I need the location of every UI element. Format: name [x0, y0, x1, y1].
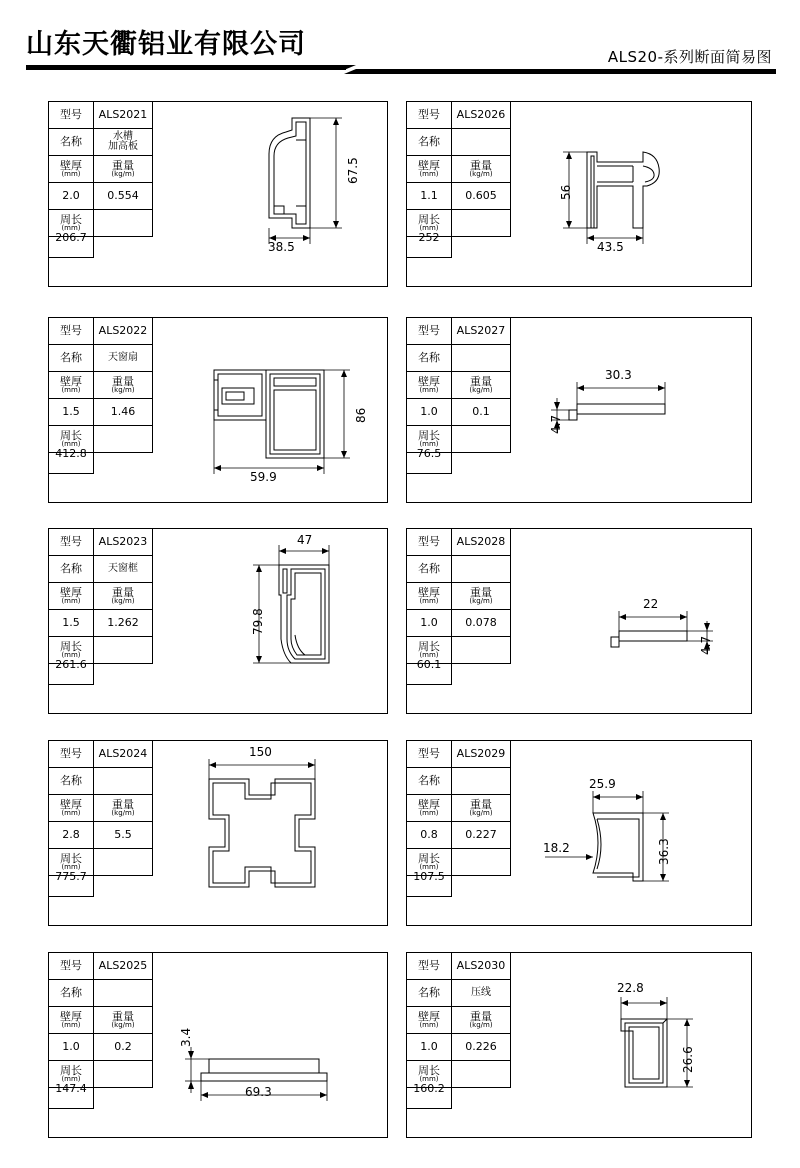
label-name: 名称 — [407, 345, 452, 372]
value-thickness: 2.8 — [49, 822, 94, 849]
perimeter-spacer — [94, 1061, 153, 1088]
label-wall-thickness-text: 壁厚 — [418, 1009, 440, 1023]
label-wall-thickness-text: 壁厚 — [418, 158, 440, 172]
value-perimeter: 412.8 — [48, 447, 94, 474]
value-model: ALS2024 — [94, 741, 153, 768]
profile-drawing-als2029 — [537, 769, 727, 899]
label-weight-unit: (kg/m) — [111, 1021, 135, 1030]
label-wall-thickness-unit: (mm) — [61, 1021, 81, 1030]
label-perimeter-text: 周长 — [418, 212, 440, 226]
label-name: 名称 — [407, 556, 452, 583]
dim-height-als2027: 4.7 — [549, 414, 563, 434]
spec-table — [48, 952, 153, 1088]
label-perimeter-unit: (mm) — [61, 1075, 81, 1084]
value-thickness: 1.5 — [49, 610, 94, 637]
label-perimeter-unit: (mm) — [61, 224, 81, 233]
value-name: 天窗框 — [94, 556, 153, 583]
profile-cell-als2026 — [406, 101, 752, 287]
label-weight — [94, 1007, 153, 1034]
value-perimeter: 261.6 — [48, 658, 94, 685]
table-row — [407, 583, 511, 610]
label-perimeter-text: 周长 — [60, 428, 82, 442]
perimeter-spacer — [452, 1061, 511, 1088]
profile-drawing-als2022 — [204, 328, 384, 484]
label-wall-thickness-unit: (mm) — [419, 386, 439, 395]
label-perimeter-text: 周长 — [60, 1063, 82, 1077]
profile-cell-als2022 — [48, 317, 388, 503]
label-weight-text: 重量 — [112, 374, 134, 388]
table-row — [407, 822, 511, 849]
label-wall-thickness — [407, 372, 452, 399]
dim-height-als2026: 56 — [559, 184, 573, 200]
label-wall-thickness — [49, 372, 94, 399]
value-thickness: 1.0 — [49, 1034, 94, 1061]
dim-width-als2026: 43.5 — [597, 240, 624, 254]
spec-table — [406, 528, 511, 664]
label-wall-thickness-text: 壁厚 — [418, 374, 440, 388]
dim-height-als2030: 26.6 — [681, 1046, 695, 1073]
table-row — [407, 556, 511, 583]
label-name: 名称 — [407, 129, 452, 156]
label-model: 型号 — [49, 318, 94, 345]
value-perimeter: 252 — [406, 231, 452, 258]
table-row — [407, 372, 511, 399]
label-model: 型号 — [407, 529, 452, 556]
dim-width-als2024: 150 — [249, 745, 272, 759]
profile-cell-als2028 — [406, 528, 752, 714]
table-row — [407, 610, 511, 637]
dim-height-als2021: 67.5 — [346, 157, 360, 184]
label-wall-thickness-unit: (mm) — [61, 170, 81, 179]
value-perimeter: 147.4 — [48, 1082, 94, 1109]
label-weight — [94, 583, 153, 610]
label-weight-text: 重量 — [470, 1009, 492, 1023]
label-wall-thickness — [49, 1007, 94, 1034]
value-weight: 1.46 — [94, 399, 153, 426]
value-model: ALS2026 — [452, 102, 511, 129]
label-weight-text: 重量 — [112, 1009, 134, 1023]
perimeter-spacer — [452, 849, 511, 876]
dim-width-als2030: 22.8 — [617, 981, 644, 995]
label-weight-unit: (kg/m) — [469, 1021, 493, 1030]
label-wall-thickness-unit: (mm) — [419, 1021, 439, 1030]
table-row — [49, 980, 153, 1007]
label-wall-thickness-text: 壁厚 — [60, 585, 82, 599]
profile-cell-als2023 — [48, 528, 388, 714]
perimeter-spacer — [452, 637, 511, 664]
label-wall-thickness-unit: (mm) — [61, 386, 81, 395]
label-perimeter-unit: (mm) — [419, 651, 439, 660]
profile-drawing-als2024 — [189, 745, 379, 921]
label-perimeter-text: 周长 — [60, 212, 82, 226]
value-weight: 0.1 — [452, 399, 511, 426]
spec-table — [406, 317, 511, 453]
label-weight-unit: (kg/m) — [469, 170, 493, 179]
value-weight: 1.262 — [94, 610, 153, 637]
perimeter-spacer — [452, 426, 511, 453]
value-model: ALS2023 — [94, 529, 153, 556]
spec-table — [48, 528, 153, 664]
value-perimeter: 775.7 — [48, 870, 94, 897]
label-perimeter-unit: (mm) — [419, 1075, 439, 1084]
table-row — [49, 129, 153, 156]
label-wall-thickness-text: 壁厚 — [418, 585, 440, 599]
value-weight: 5.5 — [94, 822, 153, 849]
table-row — [49, 953, 153, 980]
label-weight-text: 重量 — [112, 585, 134, 599]
dim-width-als2027: 30.3 — [605, 368, 632, 382]
label-model: 型号 — [407, 318, 452, 345]
profile-drawing-als2026 — [547, 124, 727, 254]
label-wall-thickness — [407, 583, 452, 610]
label-weight — [452, 156, 511, 183]
label-weight — [94, 372, 153, 399]
value-thickness: 0.8 — [407, 822, 452, 849]
table-row — [49, 556, 153, 583]
dim-width-als2028: 22 — [643, 597, 659, 611]
label-perimeter-unit: (mm) — [419, 863, 439, 872]
value-weight: 0.2 — [94, 1034, 153, 1061]
label-name: 名称 — [49, 129, 94, 156]
label-wall-thickness-unit: (mm) — [419, 170, 439, 179]
profile-drawing-als2023 — [209, 535, 389, 695]
value-name-line1: 水槽 — [113, 130, 133, 142]
label-model: 型号 — [49, 953, 94, 980]
label-perimeter-unit: (mm) — [61, 440, 81, 449]
table-row — [49, 102, 153, 129]
table-row — [49, 399, 153, 426]
label-perimeter-unit: (mm) — [61, 651, 81, 660]
value-name — [452, 345, 511, 372]
dim-height-als2028: 4.7 — [699, 635, 713, 655]
spec-table — [406, 101, 511, 237]
label-weight-unit: (kg/m) — [111, 170, 135, 179]
label-wall-thickness-unit: (mm) — [419, 809, 439, 818]
spec-table — [406, 952, 511, 1088]
label-model: 型号 — [407, 741, 452, 768]
value-perimeter: 76.5 — [406, 447, 452, 474]
table-row — [49, 768, 153, 795]
label-name: 名称 — [49, 768, 94, 795]
value-name — [94, 129, 153, 156]
table-row — [407, 399, 511, 426]
spec-table — [48, 101, 153, 237]
label-wall-thickness — [407, 156, 452, 183]
label-wall-thickness-text: 壁厚 — [418, 797, 440, 811]
dim-height-als2025: 3.4 — [179, 1027, 193, 1047]
value-name: 天窗扇 — [94, 345, 153, 372]
dim-width-als2029: 25.9 — [589, 777, 616, 791]
label-wall-thickness-unit: (mm) — [419, 597, 439, 606]
table-row — [49, 345, 153, 372]
table-row — [49, 741, 153, 768]
table-row — [407, 768, 511, 795]
label-wall-thickness-unit: (mm) — [61, 597, 81, 606]
label-model: 型号 — [49, 741, 94, 768]
dim-width-als2021: 38.5 — [268, 240, 295, 254]
dim-width-als2023: 47 — [297, 533, 313, 547]
label-weight-text: 重量 — [470, 158, 492, 172]
label-perimeter-text: 周长 — [418, 639, 440, 653]
dim-extra-als2029: 18.2 — [543, 841, 570, 855]
table-row — [407, 953, 511, 980]
spec-table — [406, 740, 511, 876]
profile-cell-als2025 — [48, 952, 388, 1138]
spec-table — [48, 317, 153, 453]
label-wall-thickness — [49, 156, 94, 183]
value-thickness: 1.5 — [49, 399, 94, 426]
table-row — [49, 610, 153, 637]
profile-drawing-als2027 — [547, 368, 737, 458]
value-model: ALS2021 — [94, 102, 153, 129]
series-title: ALS20-系列断面简易图 — [607, 48, 772, 66]
label-weight — [94, 795, 153, 822]
label-perimeter-unit: (mm) — [61, 863, 81, 872]
label-weight — [452, 795, 511, 822]
label-weight-text: 重量 — [470, 374, 492, 388]
perimeter-spacer — [94, 849, 153, 876]
profile-cell-als2029 — [406, 740, 752, 926]
perimeter-spacer — [94, 637, 153, 664]
value-perimeter: 160.2 — [406, 1082, 452, 1109]
value-model: ALS2030 — [452, 953, 511, 980]
label-perimeter-text: 周长 — [418, 1063, 440, 1077]
dim-height-als2029: 36.3 — [657, 838, 671, 865]
label-wall-thickness — [407, 1007, 452, 1034]
table-row — [407, 980, 511, 1007]
label-weight-text: 重量 — [112, 797, 134, 811]
table-row — [407, 1034, 511, 1061]
table-row — [49, 318, 153, 345]
value-thickness: 2.0 — [49, 183, 94, 210]
profile-cell-als2024 — [48, 740, 388, 926]
table-row — [49, 372, 153, 399]
value-thickness: 1.0 — [407, 610, 452, 637]
value-weight: 0.226 — [452, 1034, 511, 1061]
table-row — [407, 529, 511, 556]
value-weight: 0.227 — [452, 822, 511, 849]
value-model: ALS2029 — [452, 741, 511, 768]
perimeter-spacer — [452, 210, 511, 237]
value-name — [452, 129, 511, 156]
label-perimeter-text: 周长 — [418, 851, 440, 865]
label-wall-thickness — [49, 795, 94, 822]
table-row — [49, 529, 153, 556]
value-weight: 0.554 — [94, 183, 153, 210]
value-thickness: 1.0 — [407, 399, 452, 426]
label-perimeter-unit: (mm) — [419, 440, 439, 449]
value-name — [94, 768, 153, 795]
label-name: 名称 — [407, 980, 452, 1007]
profile-cell-als2021 — [48, 101, 388, 287]
value-thickness: 1.0 — [407, 1034, 452, 1061]
label-wall-thickness-text: 壁厚 — [60, 158, 82, 172]
label-weight-unit: (kg/m) — [111, 386, 135, 395]
value-name — [452, 556, 511, 583]
label-perimeter-text: 周长 — [60, 639, 82, 653]
label-perimeter-text: 周长 — [60, 851, 82, 865]
label-weight-unit: (kg/m) — [111, 809, 135, 818]
table-row — [49, 1007, 153, 1034]
profile-cell-als2030 — [406, 952, 752, 1138]
label-weight — [94, 156, 153, 183]
value-name — [94, 980, 153, 1007]
label-weight-unit: (kg/m) — [469, 809, 493, 818]
perimeter-spacer — [94, 426, 153, 453]
dim-width-als2025: 69.3 — [245, 1085, 272, 1099]
value-model: ALS2025 — [94, 953, 153, 980]
profile-drawing-als2021 — [214, 110, 384, 254]
table-row — [49, 156, 153, 183]
label-wall-thickness-text: 壁厚 — [60, 797, 82, 811]
label-weight — [452, 1007, 511, 1034]
label-perimeter-unit: (mm) — [419, 224, 439, 233]
value-perimeter: 107.5 — [406, 870, 452, 897]
table-row — [407, 345, 511, 372]
label-weight-unit: (kg/m) — [469, 597, 493, 606]
value-weight: 0.078 — [452, 610, 511, 637]
label-wall-thickness — [49, 583, 94, 610]
value-model: ALS2022 — [94, 318, 153, 345]
table-row — [49, 1034, 153, 1061]
value-name — [452, 768, 511, 795]
label-name: 名称 — [407, 768, 452, 795]
label-wall-thickness-text: 壁厚 — [60, 374, 82, 388]
table-row — [407, 795, 511, 822]
value-weight: 0.605 — [452, 183, 511, 210]
table-row — [407, 183, 511, 210]
label-wall-thickness-unit: (mm) — [61, 809, 81, 818]
table-row — [407, 102, 511, 129]
perimeter-spacer — [94, 210, 153, 237]
value-perimeter: 206.7 — [48, 231, 94, 258]
table-row — [49, 822, 153, 849]
profile-cell-als2027 — [406, 317, 752, 503]
value-name: 压线 — [452, 980, 511, 1007]
label-wall-thickness-text: 壁厚 — [60, 1009, 82, 1023]
table-row — [407, 156, 511, 183]
label-model: 型号 — [49, 102, 94, 129]
table-row — [49, 795, 153, 822]
value-thickness: 1.1 — [407, 183, 452, 210]
value-model: ALS2027 — [452, 318, 511, 345]
value-name-line2: 加高板 — [108, 141, 138, 152]
label-name: 名称 — [49, 980, 94, 1007]
label-weight-unit: (kg/m) — [111, 597, 135, 606]
label-name: 名称 — [49, 345, 94, 372]
label-wall-thickness — [407, 795, 452, 822]
label-weight — [452, 583, 511, 610]
label-weight-text: 重量 — [470, 585, 492, 599]
label-name: 名称 — [49, 556, 94, 583]
dim-height-als2022: 86 — [354, 407, 368, 423]
value-model: ALS2028 — [452, 529, 511, 556]
label-perimeter-text: 周长 — [418, 428, 440, 442]
label-weight — [452, 372, 511, 399]
table-row — [49, 183, 153, 210]
value-perimeter: 60.1 — [406, 658, 452, 685]
company-name: 山东天衢铝业有限公司 — [26, 29, 306, 60]
dim-width-als2022: 59.9 — [250, 470, 277, 484]
profile-drawing-als2030 — [577, 979, 747, 1109]
label-weight-text: 重量 — [470, 797, 492, 811]
table-row — [407, 318, 511, 345]
profile-drawing-als2028 — [597, 597, 747, 683]
dim-height-als2023: 79.8 — [251, 608, 265, 635]
label-weight-text: 重量 — [112, 158, 134, 172]
label-model: 型号 — [407, 953, 452, 980]
table-row — [407, 741, 511, 768]
table-row — [407, 129, 511, 156]
table-row — [49, 583, 153, 610]
label-model: 型号 — [407, 102, 452, 129]
profile-drawing-als2025 — [179, 1015, 369, 1115]
table-row — [407, 1007, 511, 1034]
spec-table — [48, 740, 153, 876]
label-weight-unit: (kg/m) — [469, 386, 493, 395]
label-model: 型号 — [49, 529, 94, 556]
